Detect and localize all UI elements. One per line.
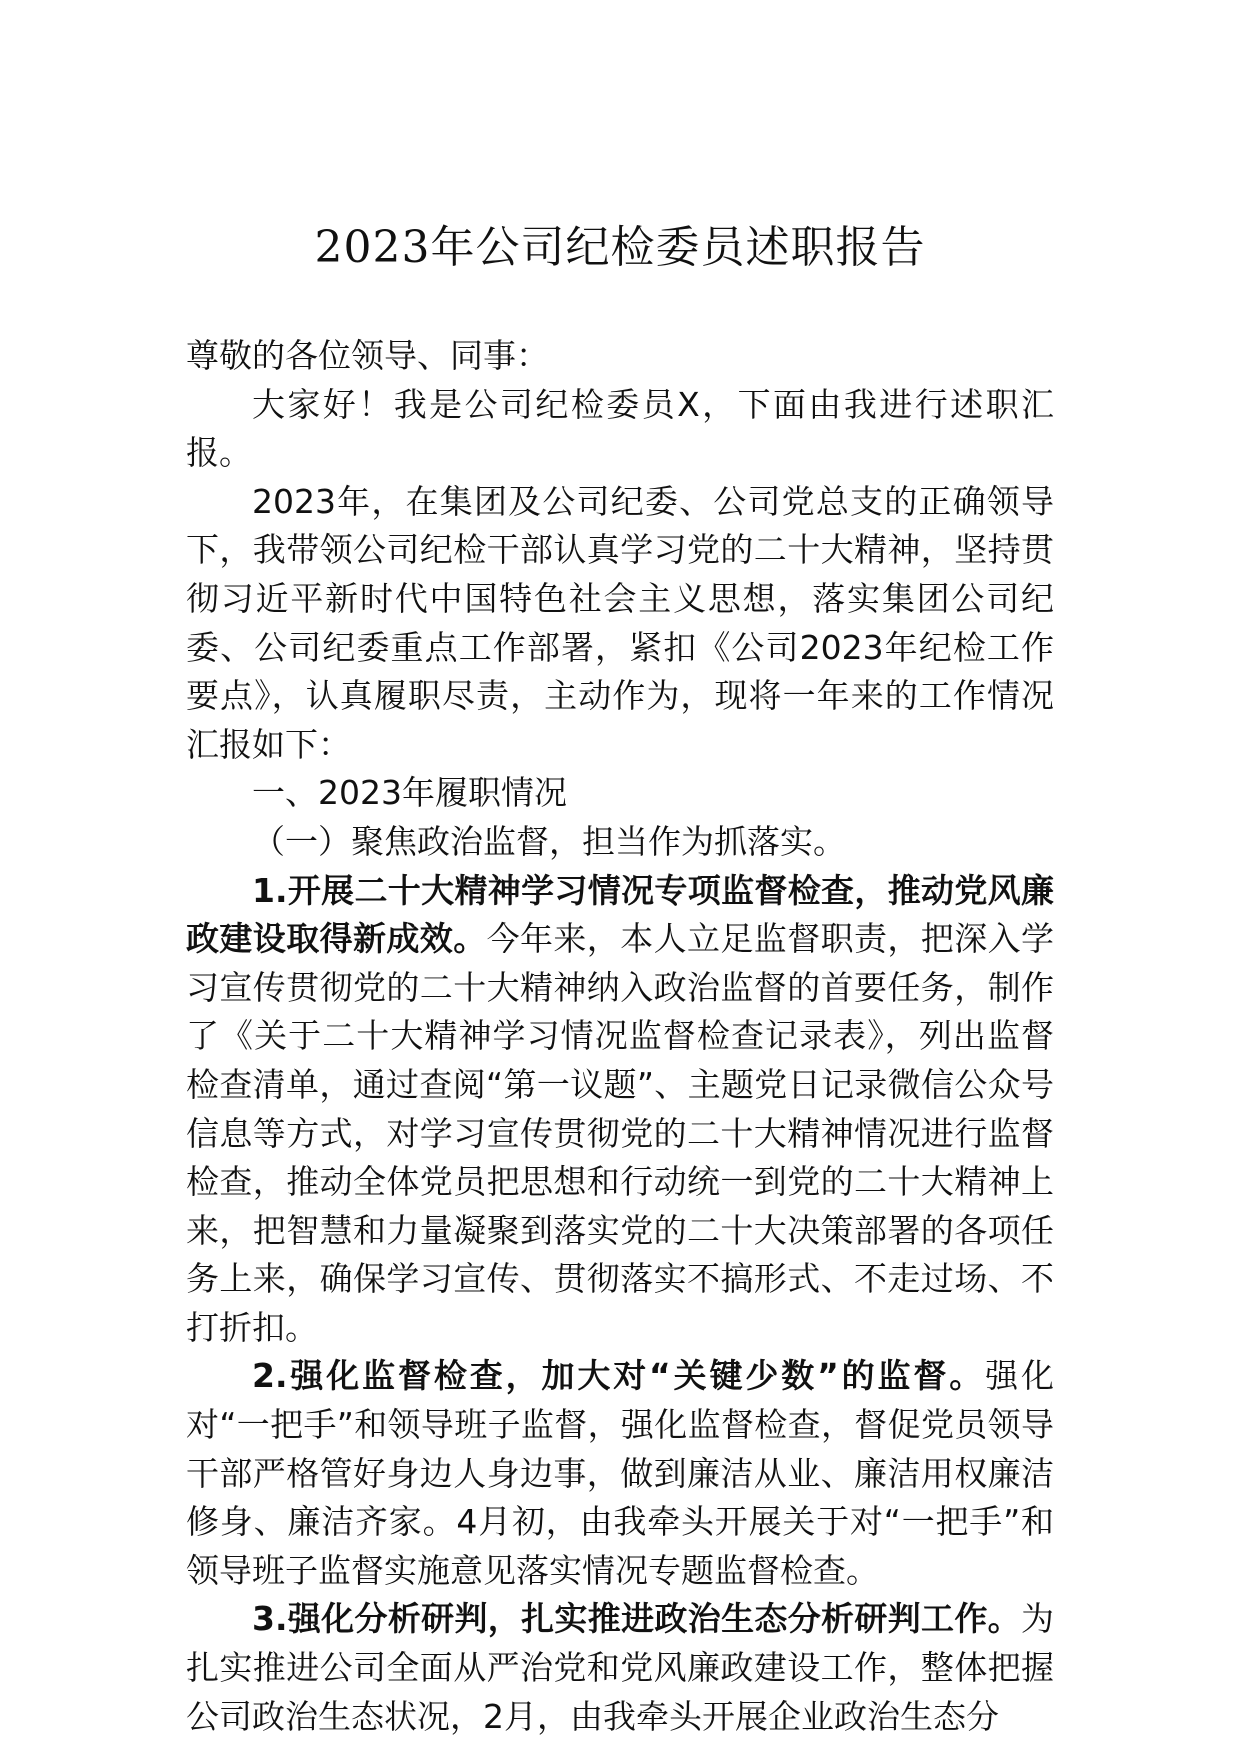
subsection-heading: （一）聚焦政治监督，担当作为抓落实。 bbox=[252, 821, 846, 861]
greeting-paragraph: 大家好！我是公司纪检委员X，下面由我进行述职汇报。 bbox=[186, 384, 1054, 473]
item-text: 强化对“一把手”和领导班子监督，强化监督检查，督促党员领导干部严格管好身边人身边事，做到廉洁从业、廉洁用权廉洁修身、廉洁齐家。4月初，由我牵头开展关于对“一把手”和领导班子监督实施意见落实情况专题监督检查。 bbox=[186, 1356, 1055, 1590]
document-body bbox=[186, 332, 1054, 1741]
list-item bbox=[186, 1352, 1054, 1595]
item-lead: 1.开展二十大精神学习情况专项监督检查，推动党风廉政建设取得新成效。 bbox=[186, 870, 1054, 959]
salutation: 尊敬的各位领导、同事： bbox=[186, 336, 549, 375]
item-lead: 2.强化监督检查，加大对“关键少数”的监督。 bbox=[252, 1356, 986, 1396]
item-text: 今年来，本人立足监督职责，把深入学习宣传贯彻党的二十大精神纳入政治监督的首要任务，制作了《关于二十大精神学习情况监督检查记录表》，列出监督检查清单，通过查阅“第一议题”、主题党日记录微信公众号信息等方式，对学习宣传贯彻党的二十大精神情况进行监督检查，推动全体党员把思想和行动统一到党的二十大精神上来，把智慧和力量凝聚到落实党的二十大决策部署的各项任务上来，确保学习宣传、贯彻落实不搞形式、不走过场、不打折扣。 bbox=[186, 919, 1055, 1347]
document-title: 2023年公司纪检委员述职报告 bbox=[314, 222, 926, 273]
section-heading: 一、2023年履职情况 bbox=[252, 773, 567, 813]
list-item bbox=[186, 1595, 1054, 1741]
item-lead: 3.强化分析研判，扎实推进政治生态分析研判工作。 bbox=[252, 1599, 1021, 1639]
intro-paragraph: 2023年，在集团及公司纪委、公司党总支的正确领导下，我带领公司纪检干部认真学习党的二十大精神，坚持贯彻习近平新时代中国特色社会主义思想，落实集团公司纪委、公司纪委重点工作部署，紧扣《公司2023年纪检工作要点》，认真履职尽责，主动作为，现将一年来的工作情况汇报如下： bbox=[186, 481, 1054, 764]
item-text: 为扎实推进公司全面从严治党和党风廉政建设工作，整体把握公司政治生态状况，2月，由我牵头开展企业政治生态分 bbox=[186, 1599, 1054, 1736]
list-item bbox=[186, 867, 1054, 1353]
